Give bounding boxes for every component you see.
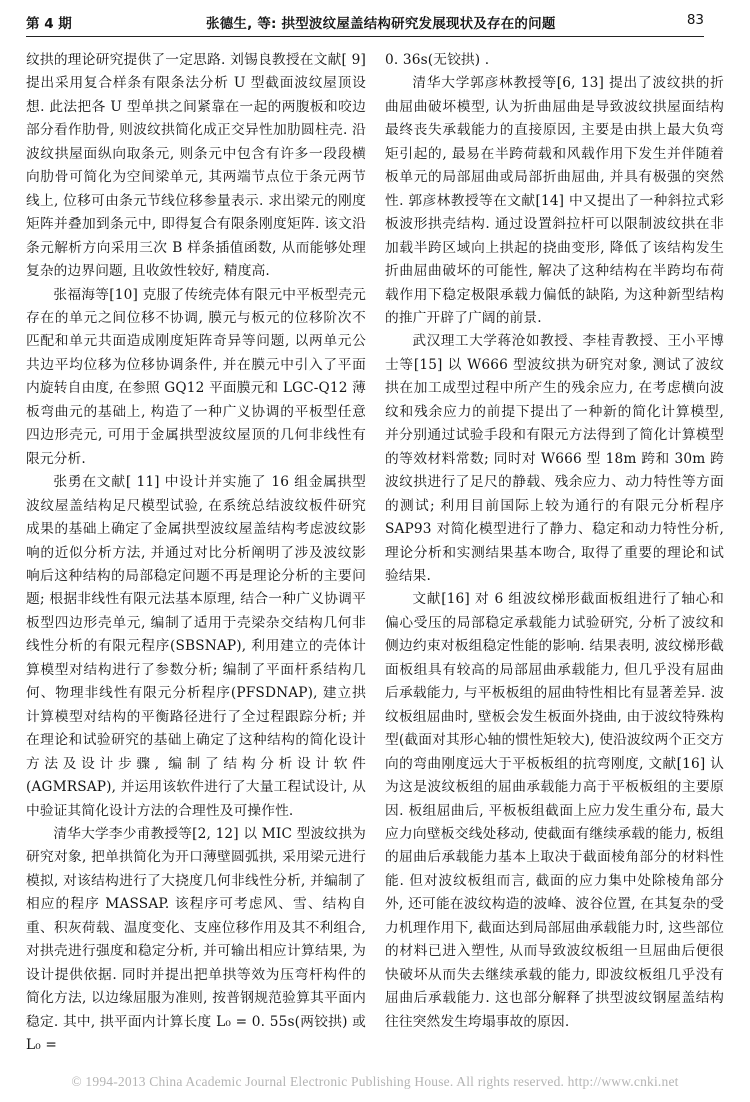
copyright-footer: © 1994-2013 China Academic Journal Electronic Publishing House. All rights reserved. http://www.cnki.net bbox=[71, 1074, 679, 1089]
paragraph: 张勇在文献[ 11] 中设计并实施了 16 组金属拱型波纹屋盖结构足尺模型试验, 在系统总结波纹板件研究成果的基础上确定了金属拱型波纹屋盖结构考虑波纹影响的近似分析方法, 并通过对比分析阐明了涉及波纹影响后这种结构的局部稳定问题不再是理论分析的主要问题; 根据非线性有限元法基本原理, 结合一种广义协调平板型四边形壳单元, 编制了适用于壳梁杂交结构几何非线性分析的有限元程序(SBSNAP), 利用建立的壳体计算模型对结构进行了参数分析; 编制了平面杆系结构几何、物理非线性有限元分析程序(PFSDNAP), 建立拱计算模型对结构的平衡路径进行了全过程跟踪分析; 并在理论和试验研究的基础上确定了这种结构的简化设计方法及设计步骤, 编制了结构分析设计软件(AGMRSAP), 并运用该软件进行了大量工程试设计, 从中验证其简化设计方法的合理性及可操作性. bbox=[26, 474, 366, 819]
running-title: 张德生, 等: 拱型波纹屋盖结构研究发展现状及存在的问题 bbox=[206, 16, 556, 32]
issue-label: 第 4 期 bbox=[26, 16, 72, 32]
right-column bbox=[385, 49, 724, 1034]
paragraph: 0. 36s(无铰拱) . bbox=[385, 52, 490, 68]
paragraph: 文献[16] 对 6 组波纹梯形截面板组进行了轴心和偏心受压的局部稳定承载能力试验研究, 分析了波纹和侧边约束对板组稳定性能的影响. 结果表明, 波纹梯形截面板组具有较高的局部屈曲承载能力, 但几乎没有屈曲后承载能力, 与平板板组的屈曲特性相比有显著差异. 波纹板组屈曲时, 壁板会发生板面外挠曲, 由于波纹特殊构型(截面对其形心轴的惯性矩较大), 使沿波纹两个正交方向的弯曲刚度远大于平板板组的抗弯刚度, 文献[16] 认为这是波纹板组的屈曲承载能力高于平板板组的主要原因. 板组屈曲后, 平板板组截面上应力发生重分布, 最大应力向壁板交线处移动, 使截面有继续承载的能力, 板组的屈曲后承载能力基本上取决于截面棱角部分的材料性能. 但对波纹板组而言, 截面的应力集中处除棱角部分外, 还可能在波纹构造的波峰、波谷位置, 在其复杂的受力机理作用下, 截面达到局部屈曲承载能力时, 这些部位的材料已进入塑性, 从而导致波纹板组一旦屈曲后便很快破坏从而失去继续承载的能力, 即波纹板组几乎没有屈曲后承载能力. 这也部分解释了拱型波纹钢屋盖结构往往突然发生垮塌事故的原因. bbox=[385, 591, 724, 1030]
paragraph: 纹拱的理论研究提供了一定思路. 刘锡良教授在文献[ 9] 提出采用复合样条有限条法分析 U 型截面波纹屋顶设想. 此法把各 U 型单拱之间紧靠在一起的两腹板和咬边部分看作肋骨, 则波纹拱简化成正交异性加肋圆柱壳. 沿波纹拱屋面纵向取条元, 则条元中包含有许多一段段横向肋骨可简化为空间梁单元, 其两端节点位于条元两节线上, 位移可由条元节线位移参量表示. 求出梁元的刚度矩阵并叠加到条元中, 即得复合有限条刚度矩阵. 该文沿条元解析方向采用三次 B 样条插值函数, 从而能够处理复杂的边界问题, 且收敛性较好, 精度高. bbox=[26, 52, 366, 280]
running-header bbox=[26, 10, 704, 38]
left-column bbox=[26, 49, 366, 1057]
page-number: 83 bbox=[686, 12, 704, 28]
paragraph: 清华大学郭彦林教授等[6, 13] 提出了波纹拱的折曲屈曲破坏模型, 认为折曲屈曲是导致波纹拱屋面结构最终丧失承载能力的直接原因, 主要是由拱上最大负弯矩引起的, 最易在半跨荷载和风载作用下发生并伴随着板单元的局部屈曲或局部折曲屈曲, 并具有极强的突然性. 郭彦林教授等在文献[14] 中又提出了一种斜拉式彩板波形拱壳结构. 通过设置斜拉杆可以限制波纹拱在非加载半跨区域向上拱起的挠曲变形, 降低了该结构发生折曲屈曲破坏的可能性, 解决了这种结构在半跨均布荷载作用下稳定极限承载力偏低的缺陷, 为这种新型结构的推广开辟了广阔的前景. bbox=[385, 75, 724, 326]
paragraph: 清华大学李少甫教授等[2, 12] 以 MIC 型波纹拱为研究对象, 把单拱简化为开口薄壁圆弧拱, 采用梁元进行模拟, 对该结构进行了大挠度几何非线性分析, 并编制了相应的程序 MASSAP. 该程序可考虑风、雪、结构自重、积灰荷载、温度变化、支座位移作用及其不利组合, 对拱壳进行强度和稳定分析, 并可输出相应计算结果, 为设计提供依据. 同时并提出把单拱等效为压弯杆构件的简化方法, 以边缘屈服为准则, 按普钢规范验算其平面内稳定. 其中, 拱平面内计算长度 L₀ = 0. 55s(两铰拱) 或 L₀ = bbox=[26, 825, 366, 1054]
paragraph: 武汉理工大学蒋沧如教授、李桂青教授、王小平博士等[15] 以 W666 型波纹拱为研究对象, 测试了波纹拱在加工成型过程中所产生的残余应力, 在考虑横向波纹和残余应力的前提下提出了一种新的简化计算模型, 并分别通过试验手段和有限元方法得到了简化计算模型的等效材料常数; 同时对 W666 型 18m 跨和 30m 跨波纹拱进行了足尺的静载、残余应力、动力特性等方面的测试; 利用目前国际上较为通行的有限元分析程序 SAP93 对简化模型进行了静力、稳定和动力特性分析, 理论分析和实测结果基本吻合, 取得了重要的理论和试验结果. bbox=[385, 333, 724, 584]
paragraph: 张福海等[10] 克服了传统壳体有限元中平板型壳元存在的单元之间位移不协调, 膜元与板元的位移阶次不匹配和单元共面造成刚度矩阵奇异等问题, 以两单元公共边平均位移为位移协调条件, 并在膜元中引入了平面内旋转自由度, 在参照 GQ12 平面膜元和 LGC-Q12 薄板弯曲元的基础上, 构造了一种广义协调的平板型任意四边形壳元, 可用于金属拱型波纹屋顶的几何非线性有限元分析. bbox=[26, 286, 366, 467]
header-rule bbox=[26, 36, 704, 37]
